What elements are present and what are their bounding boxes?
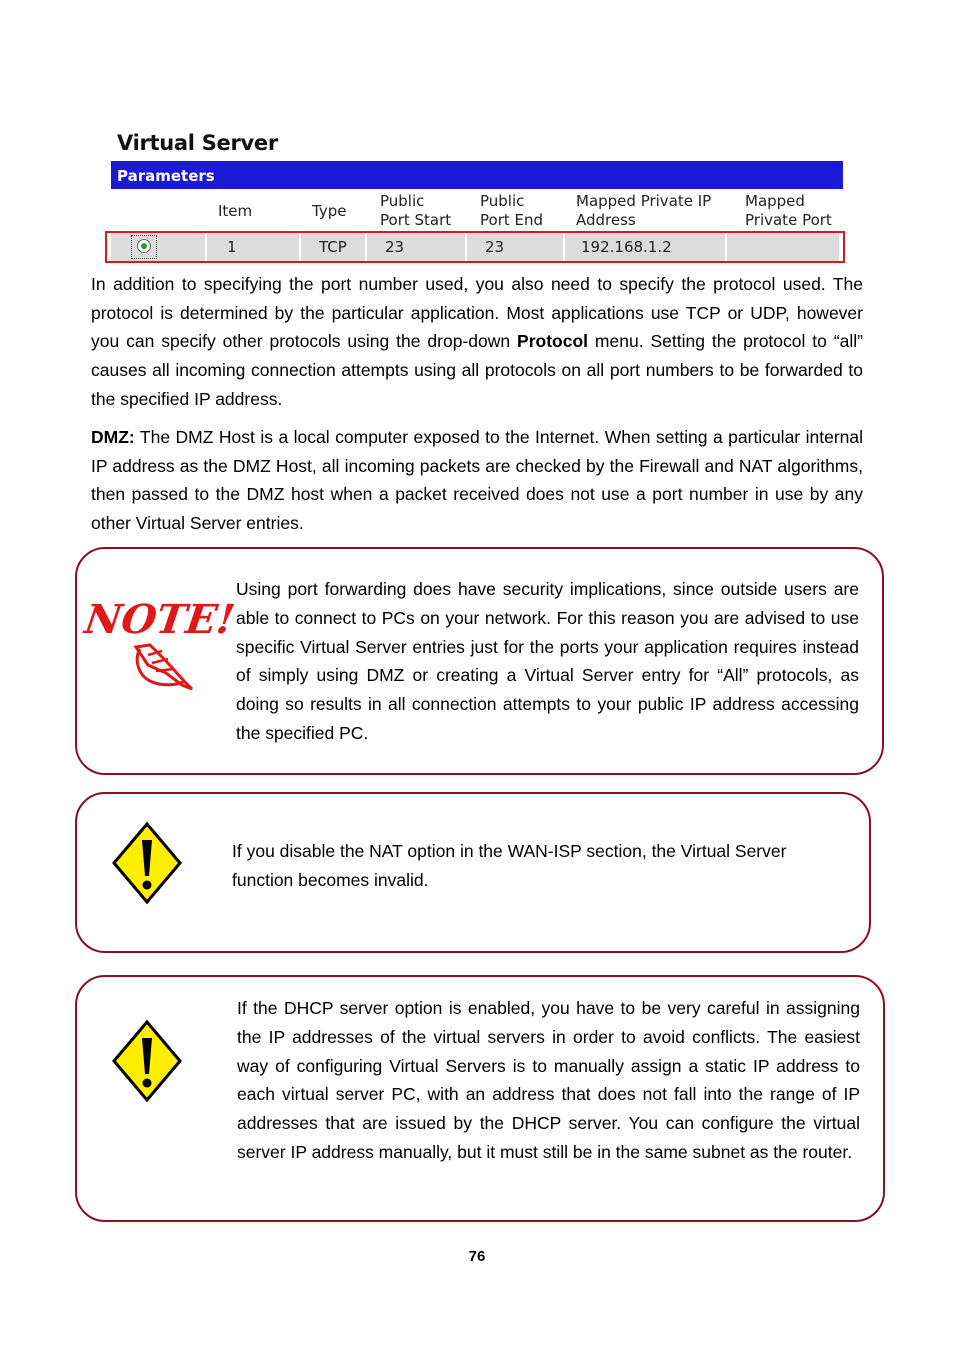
column-header-line: Public xyxy=(480,192,525,210)
note-icon-text: NOTE! xyxy=(81,596,238,643)
column-header-line: Address xyxy=(576,211,636,229)
item-cell: 1 xyxy=(207,233,301,261)
mapped-private-port-cell xyxy=(727,233,839,261)
virtual-server-title: Virtual Server xyxy=(117,131,278,155)
table-row[interactable] xyxy=(105,231,845,263)
column-header-line: Public xyxy=(380,192,425,210)
column-header-mapped-port xyxy=(745,192,832,230)
parameters-label: Parameters xyxy=(117,167,215,185)
column-header-public-port-end xyxy=(480,192,543,230)
protocol-paragraph xyxy=(91,270,863,414)
paragraph-text: The DMZ Host is a local computer exposed to the Internet. When setting a particular internal IP address as the DMZ Host, all incoming packets are checked by the Firewall and NAT algorithms, then passed to the DMZ host when a packet received does not use a port number in use by any other Virtual Server entries. xyxy=(91,427,863,534)
warning-dhcp-text: If the DHCP server option is enabled, you have to be very careful in assigning the IP addresses of the virtual servers in order to avoid conflicts. The easiest way of configuring Virtual Servers is to manually assign a static IP address to each virtual server PC, with an address that does not fall into the range of IP addresses that are issued by the DHCP server. You can configure the virtual server IP address manually, but it must still be in the same subnet as the router. xyxy=(237,998,860,1162)
mapped-private-ip-cell: 192.168.1.2 xyxy=(565,233,727,261)
select-cell xyxy=(111,233,207,261)
note-text: Using port forwarding does have security implications, since outside users are able to connect to PCs on your network. For this reason you are advised to use specific Virtual Server entries just for the ports your application requires instead of simply using DMZ or creating a Virtual Server entry for “All” protocols, as doing so results in all connection attempts to your public IP address accessing the specified PC. xyxy=(236,579,859,743)
warning-nat-text: If you disable the NAT option in the WAN-ISP section, the Virtual Server function becomes invalid. xyxy=(232,841,787,890)
public-port-end-cell: 23 xyxy=(467,233,565,261)
column-header-line: Port Start xyxy=(380,211,452,229)
column-header-line: Port End xyxy=(480,211,544,229)
type-cell: TCP xyxy=(301,233,367,261)
parameters-bar xyxy=(111,161,843,189)
page-number: 76 xyxy=(468,1248,486,1265)
dmz-label: DMZ: xyxy=(91,427,135,447)
paragraph-text: menu. Setting the protocol to “all” causes all incoming connection attempts using all protocols on all port numbers to be forwarded to the specified IP address. xyxy=(91,331,863,409)
warning-icon xyxy=(112,1020,182,1102)
column-header-line: Mapped Private IP xyxy=(576,192,712,210)
column-header-line: Private Port xyxy=(745,211,832,229)
protocol-bold-term: Protocol xyxy=(517,331,588,352)
note-icon xyxy=(81,585,238,697)
warning-icon xyxy=(112,822,182,904)
paragraph-text: In addition to specifying the port number used, you also need to specify the protocol used. The protocol is determined by the particular application. Most applications use TCP or UDP, however you can specify other protocols using the drop-down xyxy=(91,274,863,352)
select-radio-button[interactable] xyxy=(137,239,151,253)
column-header-public-port-start xyxy=(380,192,451,230)
public-port-start-cell: 23 xyxy=(367,233,467,261)
column-header-item: Item xyxy=(218,202,253,220)
column-header-mapped-ip xyxy=(576,192,711,230)
column-header-line: Mapped xyxy=(745,192,805,210)
dmz-paragraph xyxy=(91,423,863,538)
column-header-type: Type xyxy=(312,202,347,220)
